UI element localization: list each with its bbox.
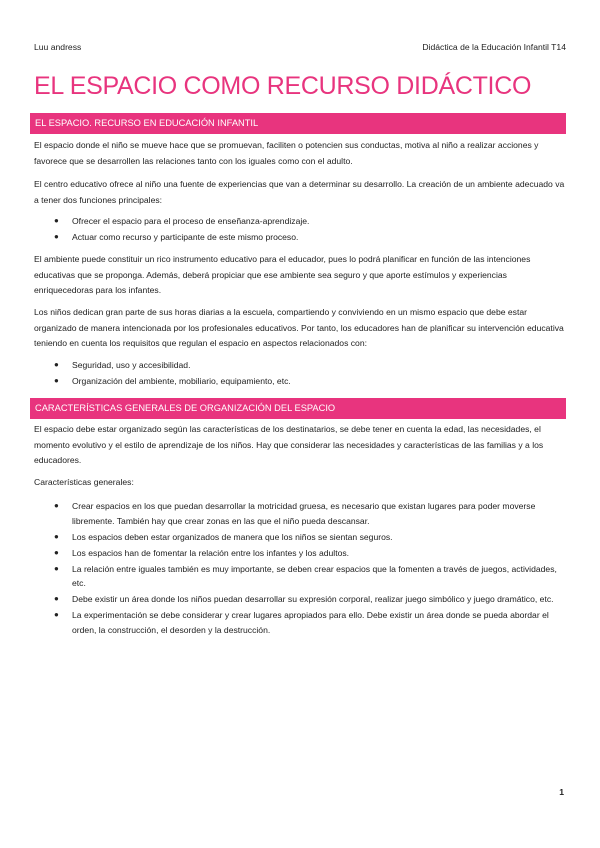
paragraph: Los niños dedican gran parte de sus horas diarias a la escuela, compartiendo y conviviendo en un mismo espacio que debe estar organizado de manera intencionada por los profesionales educativos. Por tanto, los educadores han de planificar su intervención educativa teniendo en cuenta los requisitos que regulan el espacio en aspectos relacionados con:: [34, 307, 564, 348]
bullet-icon: ●: [54, 360, 59, 369]
bullet-list: [34, 499, 566, 639]
list-item: [34, 546, 566, 561]
list-item: [34, 374, 566, 389]
list-item-text: Seguridad, uso y accesibilidad.: [72, 360, 191, 370]
list-item-text: Actuar como recurso y participante de este mismo proceso.: [72, 232, 299, 242]
paragraph: El ambiente puede constituir un rico instrumento educativo para el educador, pues lo podrá planificar en función de las intenciones educativas que se proponga. Además, deberá propiciar que ese ambiente sea seguro y que aporte estímulos y experiencias enriquecedoras para los infantes.: [34, 254, 531, 295]
list-item: [34, 499, 566, 528]
bullet-icon: ●: [54, 610, 59, 619]
list-item: [34, 358, 566, 373]
bullet-icon: ●: [54, 216, 59, 225]
bullet-icon: ●: [54, 594, 59, 603]
list-item-text: Crear espacios en los que puedan desarrollar la motricidad gruesa, es necesario que existan lugares para poder moverse libremente. También hay que crear zonas en las que el niño pueda descansar.: [72, 501, 536, 526]
list-item: [34, 530, 566, 545]
page-title: EL ESPACIO COMO RECURSO DIDÁCTICO: [34, 72, 532, 100]
list-item: [34, 562, 566, 591]
bullet-icon: ●: [54, 376, 59, 385]
list-item-text: Los espacios han de fomentar la relación entre los infantes y los adultos.: [72, 547, 350, 558]
bullet-list: [34, 358, 566, 390]
paragraph: El espacio debe estar organizado según las características de los destinatarios, se debe tener en cuenta la edad, las necesidades, el momento evolutivo y el estilo de aprendizaje de los niños. Hay que considerar las necesidades y características de las familias y a los educadores.: [34, 424, 544, 465]
list-item-text: La experimentación se debe considerar y crear lugares apropiados para ello. Debe existir un área donde se pueda abordar el orden, la construcción, el desorden y la destrucción.: [72, 610, 549, 635]
bullet-icon: ●: [54, 531, 59, 541]
list-item: [34, 230, 566, 245]
section-heading-espacio-recurso: EL ESPACIO. RECURSO EN EDUCACIÓN INFANTIL: [30, 113, 566, 134]
bullet-icon: ●: [54, 501, 59, 510]
paragraph: Características generales:: [34, 477, 134, 487]
list-item-text: La relación entre iguales también es muy importante, se deben crear espacios que la fomenten a través de juegos, actividades, etc.: [72, 563, 557, 588]
list-item-text: Organización del ambiente, mobiliario, equipamiento, etc.: [72, 376, 291, 386]
list-item-text: Ofrecer el espacio para el proceso de enseñanza-aprendizaje.: [72, 216, 310, 226]
paragraph: El espacio donde el niño se mueve hace que se promuevan, faciliten o potencien sus conductas, motiva al niño a realizar acciones y favorece que se desarrollen las relaciones tanto con los iguales como con el adulto.: [34, 140, 539, 166]
page-number: 1: [559, 787, 564, 797]
section-heading-caracteristicas: CARACTERÍSTICAS GENERALES DE ORGANIZACIÓN DEL ESPACIO: [30, 398, 566, 419]
list-item: [34, 214, 566, 229]
bullet-icon: ●: [54, 232, 59, 241]
bullet-icon: ●: [54, 547, 59, 557]
list-item: [34, 592, 566, 607]
header-subject: Didáctica de la Educación Infantil T14: [422, 42, 566, 52]
list-item-text: Debe existir un área donde los niños puedan desarrollar su expresión corporal, realizar juego simbólico y juego dramático, etc.: [72, 594, 554, 604]
list-item-text: Los espacios deben estar organizados de manera que los niños se sientan seguros.: [72, 531, 393, 542]
bullet-list: [34, 214, 566, 246]
header-author: Luu andress: [34, 42, 82, 52]
list-item: [34, 608, 566, 637]
paragraph: El centro educativo ofrece al niño una fuente de experiencias que van a determinar su desarrollo. La creación de un ambiente adecuado va a tener dos funciones principales:: [34, 179, 565, 205]
bullet-icon: ●: [54, 563, 59, 573]
